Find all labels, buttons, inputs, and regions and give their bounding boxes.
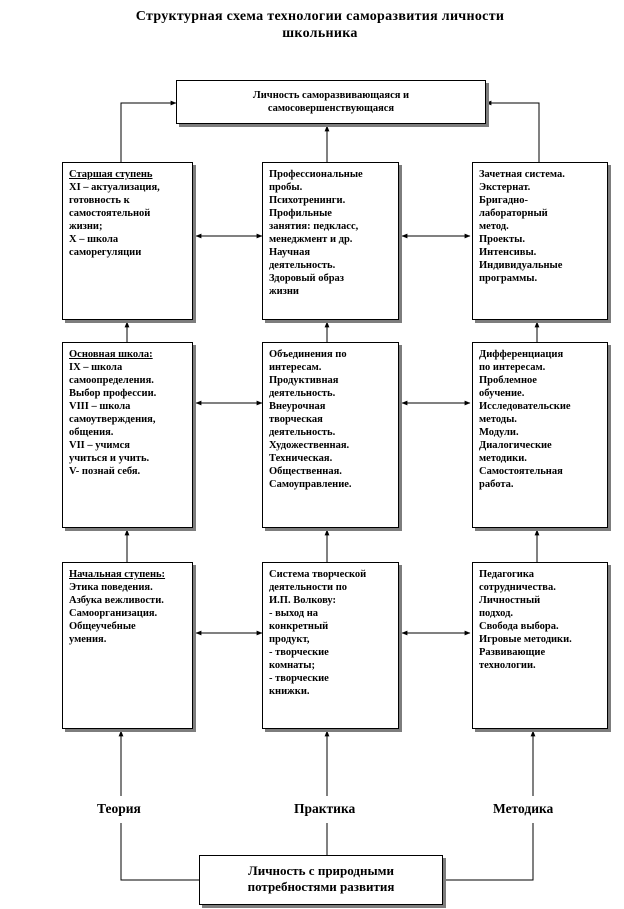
main-school-line: учиться и учить.	[69, 453, 150, 464]
main-school-line: VII – учимся	[69, 440, 130, 451]
pedagogy-line: технологии.	[479, 660, 536, 671]
diff-line: методики.	[479, 453, 527, 464]
credit-line: Зачетная система.	[479, 169, 565, 180]
title-line-1: Структурная схема технологии саморазвития личности	[135, 9, 505, 24]
prof-line: Профессиональные	[269, 169, 363, 180]
main-school-line: IX – школа	[69, 362, 123, 373]
creative-line: конкретный	[269, 621, 329, 632]
senior-line: жизни;	[69, 221, 103, 232]
senior-stage-box	[62, 162, 193, 320]
label-practice: Практика	[294, 801, 356, 816]
creative-line: книжки.	[269, 686, 310, 697]
pedagogy-line: Игровые методики.	[479, 634, 572, 645]
creative-line: - выход на	[269, 608, 319, 619]
assoc-line: интересам.	[269, 362, 322, 373]
primary-line: Этика поведения.	[69, 582, 153, 593]
assoc-line: Самоуправление.	[269, 479, 352, 490]
bottom-box-line-1: Личность с природными	[248, 863, 394, 878]
creative-line: - творческие	[269, 647, 329, 658]
credit-line: Индивидуальные	[479, 260, 563, 271]
assoc-line: Внеурочная	[269, 401, 326, 412]
credit-line: Интенсивы.	[479, 247, 537, 258]
diff-line: Дифференциация	[479, 349, 564, 360]
prof-line: пробы.	[269, 182, 303, 193]
senior-stage-heading: Старшая ступень	[69, 169, 153, 180]
diff-line: по интересам.	[479, 362, 546, 373]
bottom-box-line-2: потребностями развития	[247, 879, 395, 894]
assoc-line: деятельность.	[269, 427, 336, 438]
senior-line: X – школа	[69, 234, 119, 245]
prof-line: Профильные	[269, 208, 332, 219]
assoc-line: Художественная.	[269, 440, 350, 451]
diff-line: Проблемное	[479, 375, 537, 386]
prof-line: Научная	[269, 247, 311, 258]
professional-trials-box	[262, 162, 399, 320]
main-school-heading: Основная школа:	[69, 349, 153, 360]
cooperation-pedagogy-box	[472, 562, 608, 729]
diff-line: Самостоятельная	[479, 466, 563, 477]
pedagogy-line: Свобода выбора.	[479, 621, 559, 632]
main-school-box	[62, 342, 193, 528]
primary-line: Азбука вежливости.	[69, 595, 164, 606]
senior-line: саморегуляции	[69, 247, 142, 258]
credit-line: Экстернат.	[479, 182, 531, 193]
senior-line: самостоятельной	[69, 208, 151, 219]
assoc-line: деятельность.	[269, 388, 336, 399]
connector-bottom-left	[121, 823, 199, 880]
diff-line: Диалогические	[479, 440, 552, 451]
differentiation-box	[472, 342, 608, 528]
pedagogy-line: Личностный	[479, 595, 541, 606]
senior-line: XI – актуализация,	[69, 182, 160, 193]
connector-right-top	[486, 103, 539, 162]
credit-line: Проекты.	[479, 234, 525, 245]
primary-line: умения.	[69, 634, 107, 645]
credit-line: Бригадно-	[479, 195, 528, 206]
main-school-line: VIII – школа	[69, 401, 131, 412]
assoc-line: Объединения по	[269, 349, 347, 360]
main-school-line: Выбор профессии.	[69, 388, 157, 399]
diff-line: Модули.	[479, 427, 519, 438]
natural-needs-personality-box	[199, 855, 443, 905]
prof-line: жизни	[269, 286, 299, 297]
assoc-line: Общественная.	[269, 466, 342, 477]
diff-line: работа.	[479, 479, 514, 490]
main-school-line: самоутверждения,	[69, 414, 156, 425]
prof-line: Психотренинги.	[269, 195, 346, 206]
senior-line: готовность к	[69, 195, 130, 206]
label-theory: Теория	[97, 801, 141, 816]
creative-line: И.П. Волкову:	[269, 595, 337, 606]
assoc-line: Техническая.	[269, 453, 333, 464]
credit-line: лабораторный	[479, 208, 548, 219]
primary-line: Общеучебные	[69, 621, 136, 632]
creative-line: Система творческой	[269, 569, 367, 580]
self-developing-personality-box	[176, 80, 486, 124]
prof-line: деятельность.	[269, 260, 336, 271]
diff-line: методы.	[479, 414, 517, 425]
interest-associations-box	[262, 342, 399, 528]
prof-line: менеджмент и др.	[269, 234, 353, 245]
primary-line: Самоорганизация.	[69, 608, 158, 619]
pedagogy-line: сотрудничества.	[479, 582, 556, 593]
primary-stage-box	[62, 562, 193, 729]
assoc-line: Продуктивная	[269, 375, 339, 386]
creative-line: - творческие	[269, 673, 329, 684]
credit-system-box	[472, 162, 608, 320]
pedagogy-line: Развивающие	[479, 647, 546, 658]
prof-line: Здоровый образ	[269, 273, 345, 284]
top-box-line-1: Личность саморазвивающаяся и	[252, 90, 410, 101]
creative-line: деятельности по	[269, 582, 348, 593]
title-line-2: школьника	[282, 26, 358, 41]
prof-line: занятия: педкласс,	[269, 221, 359, 232]
main-school-line: самоопределения.	[69, 375, 154, 386]
top-box-line-2: самосовершенствующаяся	[267, 103, 395, 114]
creative-activity-box	[262, 562, 399, 729]
connector-left-top	[121, 103, 176, 162]
pedagogy-line: Педагогика	[479, 569, 534, 580]
diff-line: обучение.	[479, 388, 525, 399]
assoc-line: творческая	[269, 414, 323, 425]
credit-line: метод.	[479, 221, 509, 232]
label-method: Методика	[493, 801, 554, 816]
credit-line: программы.	[479, 273, 538, 284]
main-school-line: общения.	[69, 427, 114, 438]
primary-stage-heading: Начальная ступень:	[69, 569, 166, 580]
connector-bottom-right	[443, 823, 533, 880]
creative-line: комнаты;	[269, 660, 315, 671]
main-school-line: V- познай себя.	[69, 466, 141, 477]
diff-line: Исследовательские	[479, 401, 571, 412]
pedagogy-line: подход.	[479, 608, 514, 619]
creative-line: продукт,	[269, 634, 310, 645]
